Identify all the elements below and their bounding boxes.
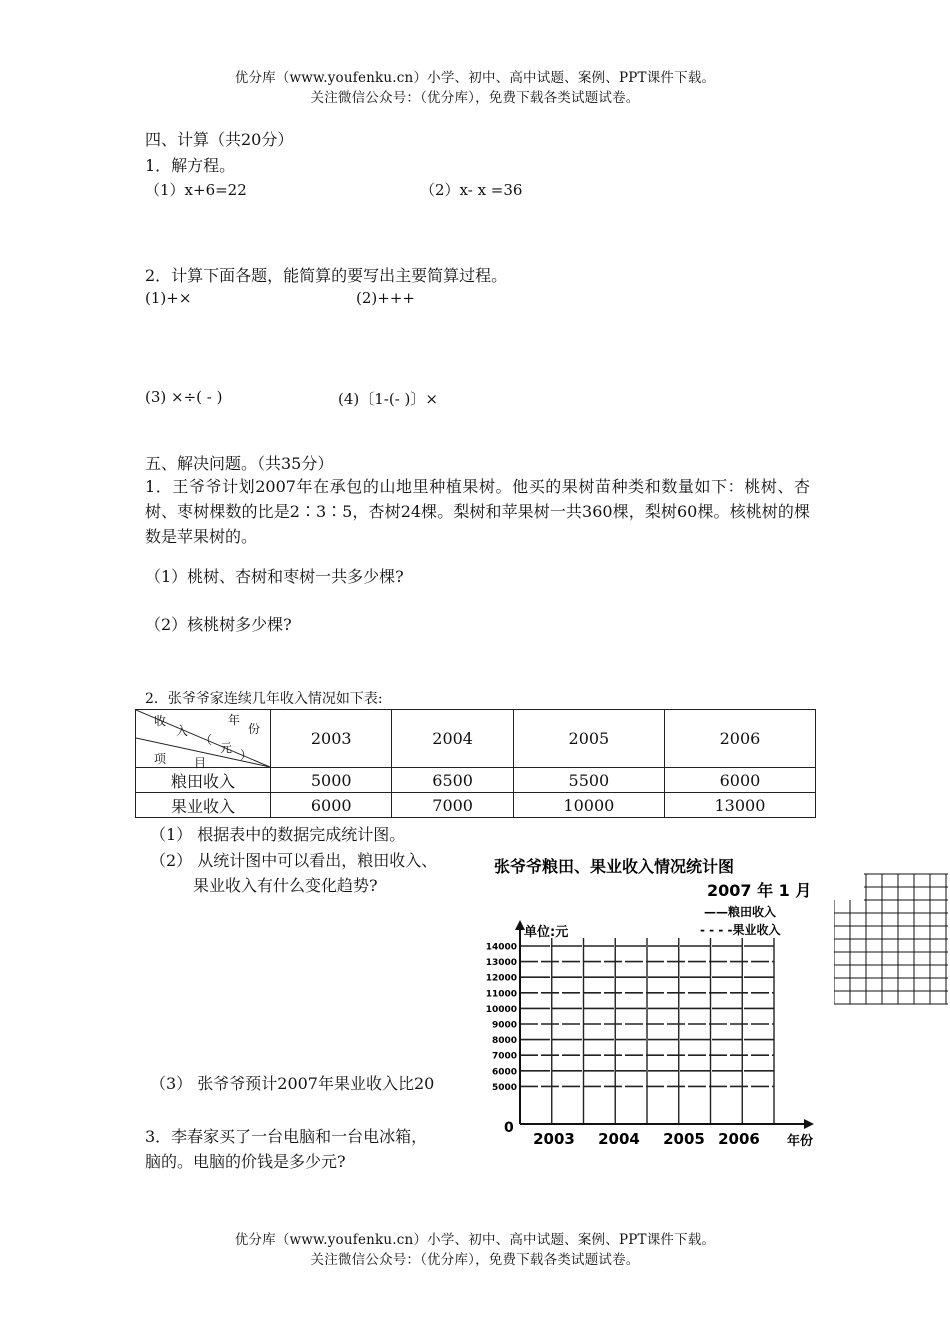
year-header: 2006 xyxy=(664,710,815,768)
corner-nian: 年 xyxy=(228,713,241,727)
x-axis-label: 年份 xyxy=(787,1134,814,1149)
section4-q2-title: 2．计算下面各题，能简算的要写出主要简算过程。 xyxy=(145,266,508,285)
year-header: 2004 xyxy=(392,710,513,768)
year-header: 2005 xyxy=(513,710,664,768)
header-line-2: 关注微信公众号：（优分库），免费下载各类试题试卷。 xyxy=(310,90,640,106)
legend-grain: ——粮田收入 xyxy=(704,905,777,919)
section5-q2-sub2a: （2） 从统计图中可以看出，粮田收入、 xyxy=(150,851,438,870)
y-tick-label: 14000 xyxy=(485,942,517,953)
graph-paper-grid xyxy=(834,872,950,1010)
corner-yuan: 元 xyxy=(220,741,233,755)
x-tick-label: 2006 xyxy=(718,1130,760,1148)
table-cell: 13000 xyxy=(664,793,815,818)
section4-q2-c: (3) ×÷( - ) xyxy=(145,388,223,406)
table-row xyxy=(136,793,816,818)
table-cell: 5000 xyxy=(271,768,392,793)
section5-q3-line2: 脑的。电脑的价钱是多少元? xyxy=(145,1152,346,1171)
section4-q1-title: 1．解方程。 xyxy=(145,156,236,175)
table-cell: 5500 xyxy=(513,768,664,793)
section5-q2-sub3: （3） 张爷爷预计2007年果业收入比20 xyxy=(150,1074,435,1093)
y-tick-label: 5000 xyxy=(491,1082,517,1093)
section4-q2-d: (4)〔1-(- )〕× xyxy=(338,390,438,408)
year-header: 2003 xyxy=(271,710,392,768)
income-line-chart xyxy=(474,850,828,1150)
section5-q2-sub1: （1） 根据表中的数据完成统计图。 xyxy=(150,825,406,844)
corner-mu: 目 xyxy=(194,756,207,770)
y-tick-label: 7000 xyxy=(491,1051,517,1062)
y-tick-label: 12000 xyxy=(485,973,517,984)
section4-q1-b: （2）x- x =36 xyxy=(420,181,523,199)
table-row xyxy=(136,768,816,793)
section4-q1-a: （1）x+6=22 xyxy=(145,181,247,199)
table-cell: 6000 xyxy=(664,768,815,793)
section5-q1-sub1: （1）桃树、杏树和枣树一共多少棵? xyxy=(145,567,404,586)
section5-q1-text: 1．王爷爷计划2007年在承包的山地里种植果树。他买的果树苗种类和数量如下：桃树、杏树、枣树棵数的比是2∶3∶5，杏树24棵。梨树和苹果树一共360棵，梨树60棵。核桃树的棵数是苹果树的。 xyxy=(145,477,810,546)
section5-q2-sub2b: 果业收入有什么变化趋势? xyxy=(193,876,378,895)
corner-fen: 份 xyxy=(248,722,261,736)
row-label: 果业收入 xyxy=(136,793,271,818)
corner-xiang: 项 xyxy=(154,752,167,766)
corner-yuan-r: ） xyxy=(240,748,253,762)
corner-shou: 收 xyxy=(154,714,167,728)
chart-subtitle: 2007 年 1 月 xyxy=(707,881,812,900)
x-tick-label: 2003 xyxy=(533,1130,575,1148)
y-tick-label: 13000 xyxy=(485,958,517,969)
table-cell: 10000 xyxy=(513,793,664,818)
x-tick-label: 2004 xyxy=(598,1130,640,1148)
section5-q2-title: 2．张爷爷家连续几年收入情况如下表: xyxy=(145,691,383,707)
chart-title: 张爷爷粮田、果业收入情况统计图 xyxy=(494,857,735,876)
y-tick-label: 11000 xyxy=(485,989,517,1000)
y-tick-label: 9000 xyxy=(491,1020,517,1031)
y-tick-label: 8000 xyxy=(491,1036,517,1047)
origin-label: 0 xyxy=(504,1120,514,1136)
y-tick-label: 6000 xyxy=(491,1067,517,1078)
table-cell: 6500 xyxy=(392,768,513,793)
x-tick-label: 2005 xyxy=(663,1130,705,1148)
y-axis-unit-label: 单位:元 xyxy=(524,925,569,940)
corner-yuan-l: （ xyxy=(200,733,213,747)
section5-title: 五、解决问题。（共35分） xyxy=(145,454,334,473)
footer-line-1: 优分库（www.youfenku.cn）小学、初中、高中试题、案例、PPT课件下载。 xyxy=(234,1232,716,1248)
footer-line-2: 关注微信公众号：（优分库），免费下载各类试题试卷。 xyxy=(310,1252,640,1268)
table-corner-cell xyxy=(136,710,271,768)
table-cell: 6000 xyxy=(271,793,392,818)
header-line-1: 优分库（www.youfenku.cn）小学、初中、高中试题、案例、PPT课件下载。 xyxy=(234,70,716,86)
row-label: 粮田收入 xyxy=(136,768,271,793)
section5-q3-line1: 3．李春家买了一台电脑和一台电冰箱， xyxy=(145,1127,428,1146)
table-cell: 7000 xyxy=(392,793,513,818)
section4-q2-b: (2)+++ xyxy=(356,289,415,307)
section5-q1-sub2: （2）核桃树多少棵? xyxy=(145,615,292,634)
income-table xyxy=(135,709,816,818)
section4-title: 四、计算（共20分） xyxy=(145,130,294,149)
corner-ru: 入 xyxy=(176,724,189,738)
legend-fruit: - - - -果业收入 xyxy=(700,923,781,937)
section4-q2-a: (1)+× xyxy=(145,289,192,307)
y-tick-label: 10000 xyxy=(485,1004,517,1015)
